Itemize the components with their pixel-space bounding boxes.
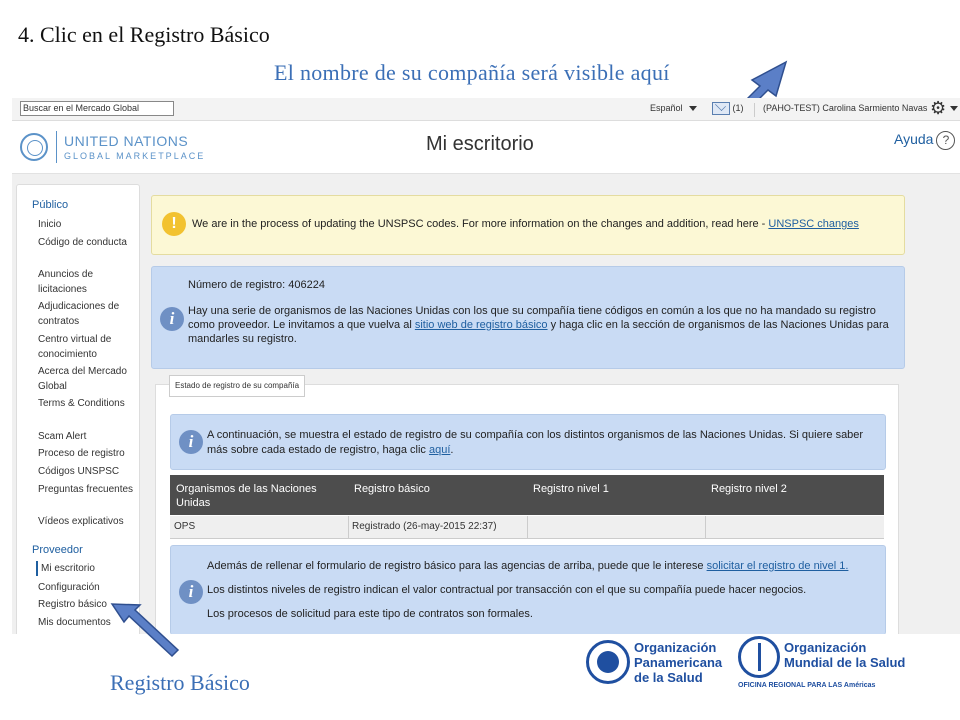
levels-info-line3: Los procesos de solicitud para este tipo de contratos son formales. [207, 608, 533, 620]
status-info-line1: A continuación, se muestra el estado de registro de su compañía con los distintos organismos de las Naciones Unidas. Si quiere saber [207, 429, 864, 441]
info-icon: i [179, 580, 203, 604]
column-header-agencies: Organismos de las Naciones Unidas [176, 483, 317, 509]
sidebar-item-anuncios[interactable]: Anuncios de licitaciones [38, 269, 94, 295]
tab-registration-status[interactable]: Estado de registro de su compañía [169, 375, 305, 397]
footer-logos [586, 636, 946, 696]
paho-emblem-icon [586, 640, 630, 684]
sidebar-item-scam-alert[interactable]: Scam Alert [38, 431, 87, 442]
paho-name-line3: de la Salud [634, 670, 703, 685]
who-emblem-icon [738, 636, 780, 678]
sidebar-item-adjudicaciones[interactable]: Adjudicaciones de contratos [38, 301, 120, 327]
column-header-level2: Registro nivel 2 [711, 483, 787, 495]
registration-info-line2-tail: y haga clic en la sección de organismos de las Naciones Unidas para [547, 319, 889, 331]
levels-info-line1-text: Además de rellenar el formulario de registro básico para las agencias de arriba, puede que le interese [207, 560, 707, 572]
basic-registration-site-link[interactable]: sitio web de registro básico [414, 319, 548, 331]
sidebar-item-codigo-conducta[interactable]: Código de conducta [38, 237, 127, 248]
user-name[interactable]: (PAHO-TEST) Carolina Sarmiento Navas [754, 103, 927, 117]
registration-info-box [151, 266, 905, 369]
paho-name-line1: Organización [634, 640, 717, 655]
page-title: Mi escritorio [426, 133, 534, 155]
table-row [170, 516, 884, 539]
language-label: Español [650, 103, 683, 113]
registration-info-line2 [188, 319, 889, 331]
who-name-line1: Organización [784, 640, 867, 655]
sidebar-item-mis-documentos[interactable]: Mis documentos [38, 617, 111, 628]
status-info-line2 [207, 444, 453, 456]
sidebar-item-preguntas[interactable]: Preguntas frecuentes [38, 484, 134, 495]
paho-name [634, 640, 722, 685]
sidebar-item-codigos-unspsc[interactable]: Códigos UNSPSC [38, 466, 120, 477]
cell-basic-status: Registrado (26-may-2015 22:37) [352, 521, 497, 532]
language-select[interactable] [650, 103, 697, 113]
paho-name-line2: Panamericana [634, 655, 723, 670]
site-header [12, 121, 960, 174]
envelope-icon [712, 102, 730, 115]
status-info-line2-tail: . [450, 444, 454, 456]
basic-registration-annotation: Registro Básico [110, 670, 250, 695]
un-emblem-icon[interactable] [20, 133, 48, 161]
chevron-down-icon [689, 106, 697, 111]
sidebar-item-registro-basico[interactable]: Registro básico [38, 599, 107, 610]
registration-number: Número de registro: 406224 [188, 279, 325, 291]
gear-icon[interactable]: ⚙ [930, 98, 947, 118]
who-name [784, 640, 905, 670]
who-name-line2: Mundial de la Salud [784, 655, 906, 670]
unspsc-changes-link[interactable]: UNSPSC changes [768, 218, 859, 230]
sidebar-item-inicio[interactable]: Inicio [38, 219, 62, 230]
mail-count: (1) [732, 102, 744, 113]
slide-title: 4. Clic en el Registro Básico [18, 22, 270, 47]
column-header-basic: Registro básico [354, 483, 430, 495]
column-header-level1: Registro nivel 1 [533, 483, 609, 495]
logo-title[interactable]: UNITED NATIONS [64, 133, 189, 149]
column-divider [348, 516, 349, 538]
info-icon: i [160, 307, 184, 331]
warning-icon: ! [162, 212, 186, 236]
request-level1-link[interactable]: solicitar el registro de nivel 1. [706, 560, 849, 572]
info-icon: i [179, 430, 203, 454]
logo-divider [56, 131, 57, 163]
column-divider [705, 516, 706, 538]
gear-chevron-icon[interactable] [950, 106, 958, 111]
sidebar-item-centro-virtual[interactable]: Centro virtual de conocimiento [38, 334, 112, 360]
registration-info-line3: mandarles su registro. [188, 333, 297, 345]
table-header [170, 475, 884, 515]
levels-info-box [170, 545, 886, 634]
who-regional-office: OFICINA REGIONAL PARA LAS Américas [738, 682, 876, 689]
question-icon: ? [936, 131, 955, 150]
help-label: Ayuda [894, 131, 934, 148]
status-info-line2-text: más sobre cada estado de registro, haga clic [207, 444, 429, 456]
screenshot-frame [12, 98, 960, 634]
cell-agency: OPS [174, 521, 196, 532]
notice-body: We are in the process of updating the UNSPSC codes. For more information on the changes and addition, read here - [192, 218, 769, 230]
sidebar-group-public: Público [32, 199, 69, 211]
sidebar-item-terms[interactable]: Terms & Conditions [38, 398, 125, 409]
messages-link[interactable] [712, 102, 744, 115]
unspsc-notice [151, 195, 905, 255]
company-name-annotation: El nombre de su compañía será visible aquí [274, 60, 670, 85]
sidebar-item-videos[interactable]: Vídeos explicativos [38, 516, 124, 527]
sidebar-item-proceso-registro[interactable]: Proceso de registro [38, 448, 125, 459]
levels-info-line2: Los distintos niveles de registro indican el valor contractual por transacción con el que su compañía puede hacer negocios. [207, 584, 807, 596]
sidebar-item-acerca[interactable]: Acerca del Mercado Global [38, 366, 127, 392]
arrow-to-basic-registration-icon [108, 600, 188, 664]
logo-subtitle[interactable]: GLOBAL MARKETPLACE [64, 151, 206, 161]
status-help-link[interactable]: aquí [428, 444, 451, 456]
help-link[interactable] [894, 131, 955, 150]
status-info-box [170, 414, 886, 470]
sidebar [16, 184, 140, 634]
search-input[interactable]: Buscar en el Mercado Global [20, 101, 174, 116]
top-bar [12, 98, 960, 121]
column-divider [527, 516, 528, 538]
sidebar-item-configuracion[interactable]: Configuración [38, 582, 100, 593]
registration-info-line2-text: como proveedor. Le invitamos a que vuelva al [188, 319, 415, 331]
sidebar-group-supplier: Proveedor [32, 544, 83, 556]
sidebar-item-mi-escritorio[interactable]: Mi escritorio [36, 561, 137, 576]
registration-info-line1: Hay una serie de organismos de las Naciones Unidas con los que su compañía tiene códigos en común a los que no ha mandado su registro [188, 305, 876, 317]
notice-text [192, 218, 859, 230]
levels-info-line1 [207, 560, 848, 572]
